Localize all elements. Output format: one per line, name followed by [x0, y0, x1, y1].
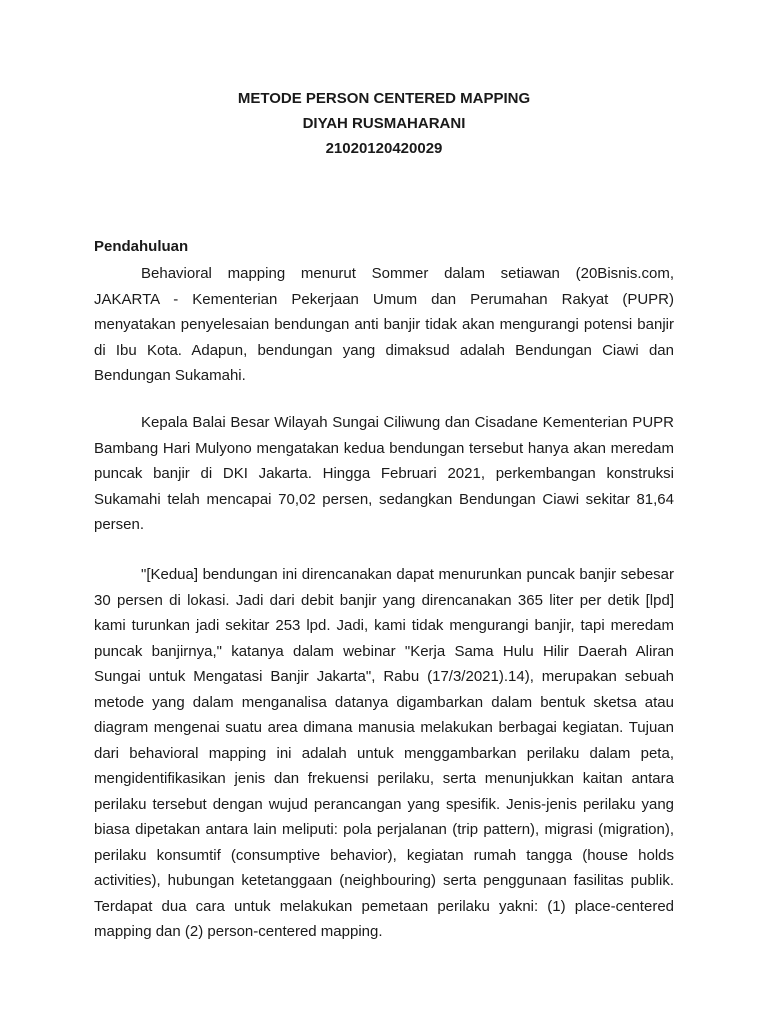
document-title: METODE PERSON CENTERED MAPPING	[237, 90, 531, 107]
section-heading: Pendahuluan	[94, 238, 189, 255]
student-id: 21020120420029	[325, 140, 443, 157]
paragraph-3: "[Kedua] bendungan ini direncanakan dapat menurunkan puncak banjir sebesar 30 persen di lokasi. Jadi dari debit banjir yang direncanakan 365 liter per detik [lpd] kami turunkan jadi sekitar 253 lpd. Jadi, kami tidak mengurangi banjir, tapi meredam puncak banjirnya," katanya dalam webinar "Kerja Sama Hulu Hilir Daerah Aliran Sungai untuk Mengatasi Banjir Jakarta", Rabu (17/3/2021).14), merupakan sebuah metode yang dalam menganalisa datanya digambarkan dalam bentuk sketsa atau diagram mengenai suatu area dimana manusia melakukan berbagai kegiatan. Tujuan dari behavioral mapping ini adalah untuk menggambarkan perilaku dalam peta, mengidentifikasikan jenis dan frekuensi perilaku, serta menunjukkan kaitan antara perilaku tersebut dengan wujud perancangan yang spesifik. Jenis-jenis perilaku yang biasa dipetakan antara lain meliputi: pola perjalanan (trip pattern), migrasi (migration), perilaku konsumtif (consumptive behavior), kegiatan rumah tangga (house holds activities), hubungan ketetanggaan (neighbouring) serta penggunaan fasilitas publik. Terdapat dua cara untuk melakukan pemetaan perilaku yakni: (1) place-centered mapping dan (2) person-centered mapping.	[94, 566, 674, 940]
paragraph-1: Behavioral mapping menurut Sommer dalam setiawan (20Bisnis.com, JAKARTA - Kementerian Pekerjaan Umum dan Perumahan Rakyat (PUPR) menyatakan penyelesaian bendungan anti banjir tidak akan mengurangi potensi banjir di Ibu Kota. Adapun, bendungan yang dimaksud adalah Bendungan Ciawi dan Bendungan Sukamahi.	[94, 265, 674, 384]
document-title-block	[0, 86, 768, 161]
author-name: DIYAH RUSMAHARANI	[302, 115, 466, 132]
paragraph-2: Kepala Balai Besar Wilayah Sungai Ciliwung dan Cisadane Kementerian PUPR Bambang Hari Mulyono mengatakan kedua bendungan tersebut hanya akan meredam puncak banjir di DKI Jakarta. Hingga Februari 2021, perkembangan konstruksi Sukamahi telah mencapai 70,02 persen, sedangkan Bendungan Ciawi sekitar 81,64 persen.	[94, 414, 674, 533]
